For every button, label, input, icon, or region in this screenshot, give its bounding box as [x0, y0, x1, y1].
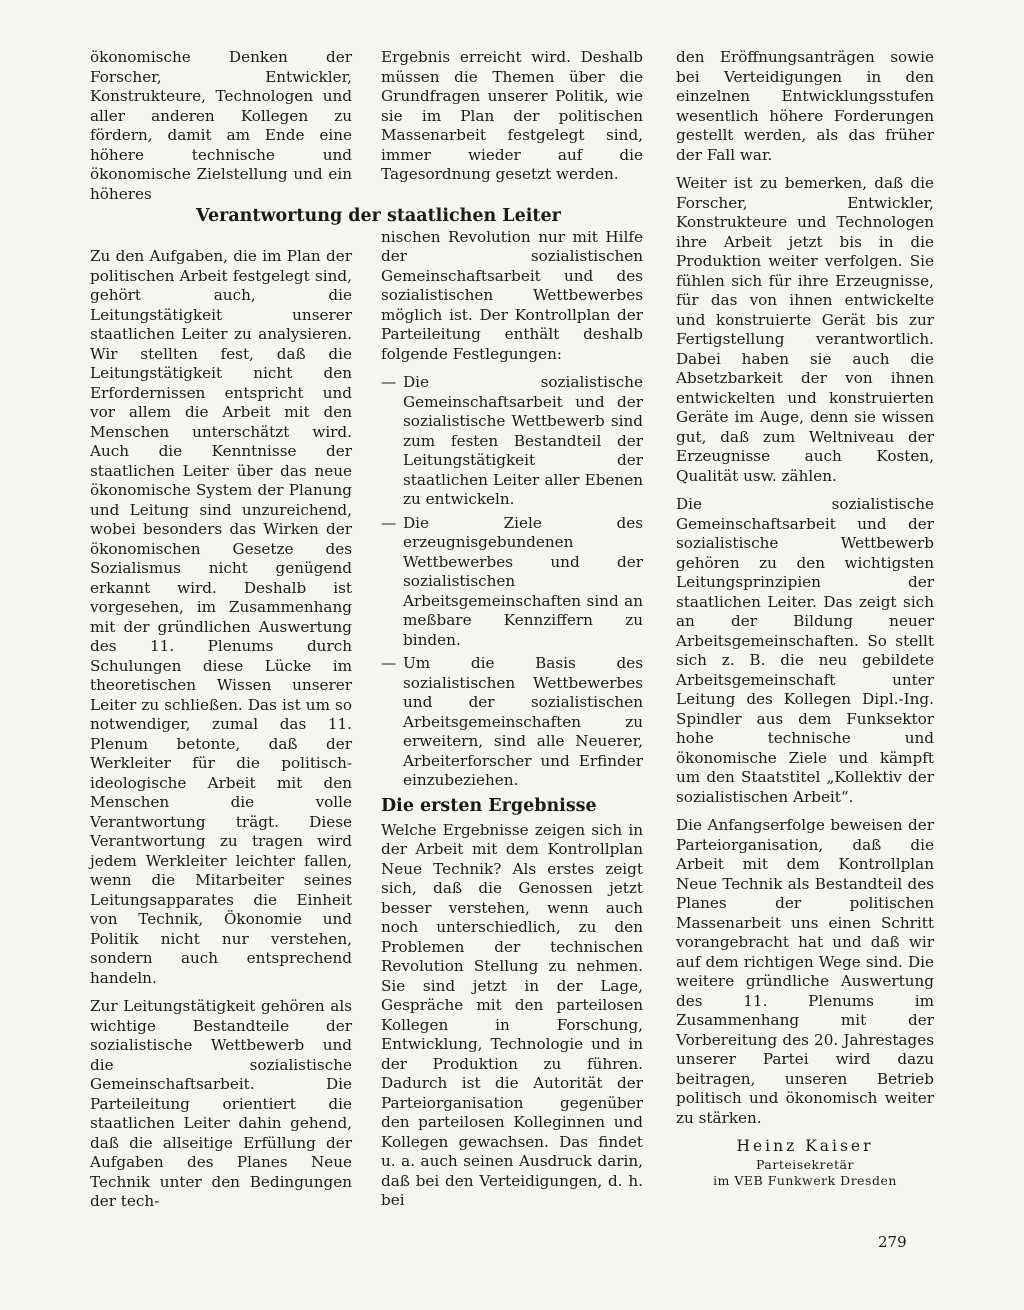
paragraph: Weiter ist zu bemerken, daß die Forscher, Entwickler, Konstrukteure und Technologen ihre Arbeit jetzt bis in die Produktion weiter verfolgen. Sie fühlen sich für ihre Erzeugnisse, für das von ihnen entwickelte und konstruierte Gerät bis zur Fertigstellung verantwortlich. Dabei haben sie auch die Absetzbarkeit der von ihnen entwickelten und konstruierten Geräte im Auge, denn sie wissen gut, daß zum Weltniveau der Erzeugnisse auch Kosten, Qualität usw. zählen. [676, 174, 934, 485]
page-number: 279 [878, 1233, 907, 1251]
heading-spacer [381, 194, 643, 228]
paragraph: ökonomische Denken der Forscher, Entwickler, Konstrukteure, Technologen und aller anderen Kollegen zu fördern, damit am Ende eine höhere technische und ökonomische Zielstellung und ein höheres [90, 48, 352, 203]
dash-bullet: — [381, 373, 397, 391]
list-item [381, 514, 643, 651]
paragraph: nischen Revolution nur mit Hilfe der sozialistischen Gemeinschaftsarbeit und des sozialistischen Wettbewerbes möglich ist. Der Kontrollplan der Parteileitung enthält deshalb folgende Festlegungen: [381, 227, 643, 363]
list-item-text: Die sozialistische Gemeinschaftsarbeit und der sozialistische Wettbewerb sind zum festen Bestandteil der Leitungstätigkeit der staatlichen Leiter aller Ebenen zu entwickeln. [403, 373, 643, 508]
list-item-text: Um die Basis des sozialistischen Wettbewerbes und der sozialistischen Arbeitsgemeinschaften zu erweitern, sind alle Neuerer, Arbeiterforscher und Erfinder einzubeziehen. [403, 654, 643, 789]
author-role: Parteisekretär [756, 1156, 854, 1172]
author-affiliation: im VEB Funkwerk Dresden [713, 1172, 897, 1188]
paragraph: den Eröffnungsanträgen sowie bei Verteidigungen in den einzelnen Entwicklungsstufen wesentlich höhere Forderungen gestellt werden, als das früher der Fall war. [676, 48, 934, 164]
section-heading: Die ersten Ergebnisse [381, 795, 597, 816]
paragraph: Welche Ergebnisse zeigen sich in der Arbeit mit dem Kontrollplan Neue Technik? Als erstes zeigt sich, daß die Genossen jetzt besser verstehen, wenn auch noch unterschiedlich, zu den Problemen der technischen Revolution Stellung zu nehmen. Sie sind jetzt in der Lage, Gespräche mit den parteilosen Kollegen in Forschung, Entwicklung, Technologie und in der Produktion zu führen. Dadurch ist die Autorität der Parteiorganisation gegenüber den parteilosen Kolleginnen und Kollegen gewachsen. Das findet u. a. auch seinen Ausdruck darin, daß bei den Verteidigungen, d. h. bei [381, 820, 643, 1209]
paragraph: Zu den Aufgaben, die im Plan der politischen Arbeit festgelegt sind, gehört auch, die Leitungstätigkeit unserer staatlichen Leiter zu analysieren. Wir stellten fest, daß die Leitungstätigkeit nicht den Erfordernissen entspricht und vor allem die Arbeit mit den Menschen unterschätzt wird. Auch die Kenntnisse der staatlichen Leiter über das neue ökonomische System der Planung und Leitung sind unzureichend, wobei besonders das Wirken der ökonomischen Gesetze des Sozialismus nicht genügend erkannt wird. Deshalb ist vorgesehen, im Zusammenhang mit der gründlichen Auswertung des 11. Plenums durch Schulungen diese Lücke im theoretischen Wissen unserer Leiter zu schließen. Das ist um so notwendiger, zumal das 11. Plenum betonte, daß der Werkleiter für die politisch-ideologische Arbeit mit den Menschen die volle Verantwortung trägt. Diese Verantwortung zu tragen wird jedem Werkleiter leichter fallen, wenn die Mitarbeiter seines Leitungsapparates die Einheit von Technik, Ökonomie und Politik nicht nur verstehen, sondern auch entsprechend handeln. [90, 247, 352, 987]
dash-bullet: — [381, 654, 397, 672]
author-name: Heinz Kaiser [736, 1137, 874, 1155]
dash-bullet: — [381, 513, 397, 532]
list-item [381, 373, 643, 510]
paragraph: Die sozialistische Gemeinschaftsarbeit und der sozialistische Wettbewerb gehören zu den wichtigsten Leitungsprinzipien der staatlichen Leiter. Das zeigt sich an der Bildung neuer Arbeitsgemeinschaften. So stellt sich z. B. die neu gebildete Arbeitsgemeinschaft unter Leitung des Kollegen Dipl.-Ing. Spindler aus dem Funksektor hohe technische und ökonomische Ziele und kämpft um den Staatstitel „Kollektiv der sozialistischen Arbeit“. [676, 495, 934, 806]
list-item-text: Die Ziele des erzeugnisgebundenen Wettbewerbes und der sozialistischen Arbeitsgemeinschaften sind an meßbare Kennziffern zu binden. [403, 513, 643, 649]
list-item [381, 654, 643, 791]
section-heading: Verantwortung der staatlichen Leiter [196, 206, 561, 226]
column-2 [381, 48, 643, 1220]
column-3 [676, 48, 934, 1189]
paragraph: Die Anfangserfolge beweisen der Parteiorganisation, daß die Arbeit mit dem Kontrollplan Neue Technik als Bestandteil des Planes der politischen Massenarbeit uns einen Schritt vorangebracht hat und daß wir auf dem richtigen Wege sind. Die weitere gründliche Auswertung des 11. Plenums im Zusammenhang mit der Vorbereitung des 20. Jahrestages unserer Partei wird dazu beitragen, unseren Betrieb politisch und ökonomisch weiter zu stärken. [676, 816, 934, 1127]
paragraph: Zur Leitungstätigkeit gehören als wichtige Bestandteile der sozialistische Wettbewerb und die sozialistische Gemeinschaftsarbeit. Die Parteileitung orientiert die staatlichen Leiter dahin gehend, daß die allseitige Erfüllung der Aufgaben des Planes Neue Technik unter den Bedingungen der tech- [90, 997, 352, 1210]
paragraph: Ergebnis erreicht wird. Deshalb müssen die Themen über die Grundfragen unserer Politik, wie sie im Plan der politischen Massenarbeit festgelegt sind, immer wieder auf die Tagesordnung gesetzt werden. [381, 48, 643, 183]
